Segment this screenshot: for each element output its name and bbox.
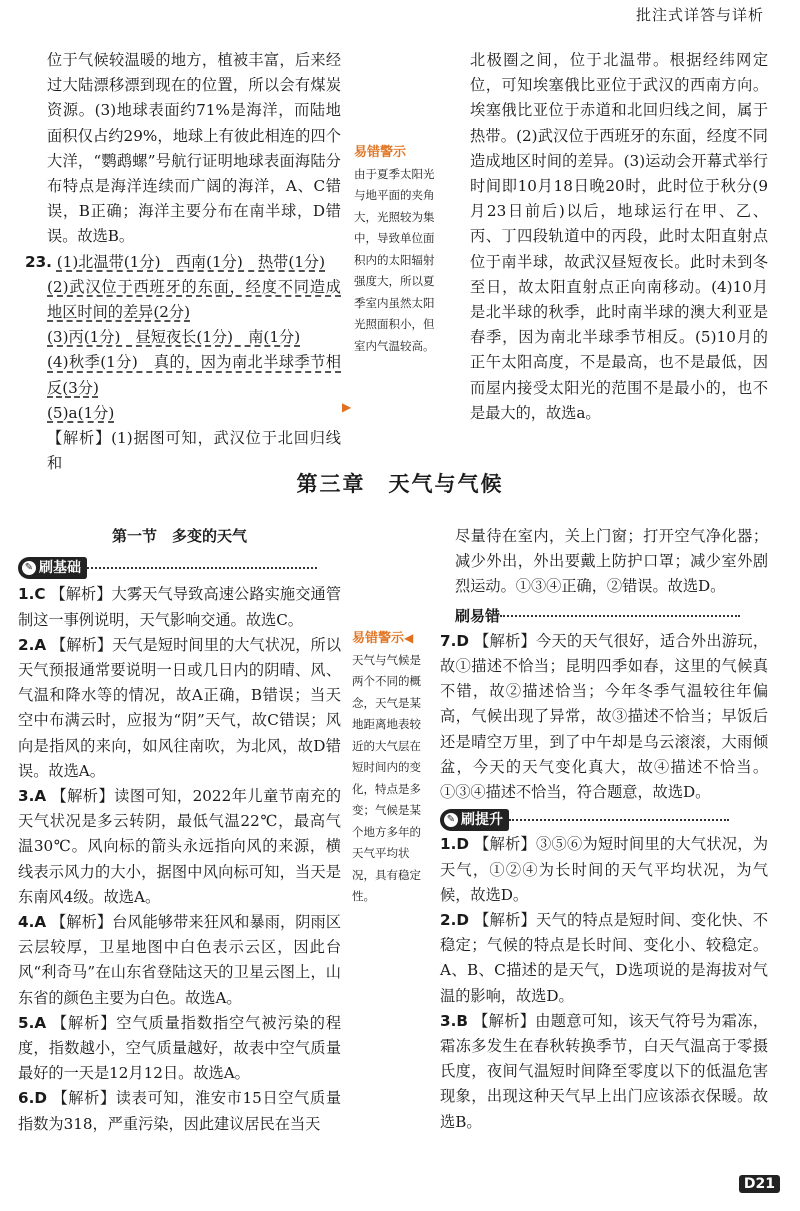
side-note-bottom	[352, 628, 432, 908]
list-item: 3.A 【解析】读图可知，2022年儿童节南充的天气状况是多云转阴，最低气温22℃，最高气温30℃。风向标的箭头永远指向风的来源，横线表示风力的大小，据图中风向标可知，当天是东南风4级。故选A。	[18, 787, 342, 906]
list-item: 2.D 【解析】天气的特点是短时间、变化快、不稳定；气候的特点是长时间、变化小、较稳定。A、B、C描述的是天气，D选项说的是海拔对气温的影响，故选D。	[440, 911, 769, 1005]
badge-easy-wrong: 刷易错	[455, 604, 768, 629]
chapter-title: 第三章 天气与气候	[296, 472, 504, 496]
pencil-icon: ✎	[22, 561, 36, 575]
list-item: 2.A 【解析】天气是短时间里的大气状况，所以天气预报通常要说明一日或几日内的阴晴、风、气温和降水等的情况，故A正确，B错误；当天空中布满云时，应报为“阴”天气，故C错误；风向是指风的来向，如风往南吹，为北风，故D错误。故选A。	[18, 635, 342, 780]
badge-improve: ✎ 刷提升	[440, 809, 509, 831]
side-note-title: 易错警示◀	[352, 631, 414, 646]
answer-line-1: (1)北温带(1分) 西南(1分) 热带(1分)	[56, 252, 326, 271]
question-23	[25, 250, 341, 275]
page-number: D21	[739, 1175, 780, 1193]
arrow-icon: ▶	[342, 400, 352, 414]
list-item: 6.D 【解析】读表可知，淮安市15日空气质量指数为318，严重污染，因此建议居民在当天	[18, 1089, 342, 1133]
paragraph-continued: 位于气候较温暖的地方，植被丰富，后来经过大陆漂移漂到现在的位置，所以会有煤炭资源。(3)地球表面约71%是海洋，而陆地面积仅占约29%，地球上有彼此相连的四个大洋，“鹦鹉螺”号航行证明地球表面海陆分布特点是海洋连续而广阔的海洋，A、C错误，B正确；海洋主要分布在南半球，D错误。故选B。	[47, 51, 341, 246]
list-item: 1.D 【解析】③⑤⑥为短时间里的大气状况，为天气，①②④为长时间的天气平均状况，为气候，故选D。	[440, 835, 769, 904]
side-note-title: 易错警示	[354, 145, 407, 160]
answer-line-4: (4)秋季(1分) 真的，因为南北半球季节相反(3分)	[47, 353, 341, 397]
list-item: 3.B 【解析】由题意可知，该天气符号为霜冻，霜冻多发生在春秋转换季节，白天气温高于零摄氏度，夜间气温短时间降至零度以下的低温危害现象，出现这种天气早上出门应该添衣保暖。故选B。	[440, 1011, 769, 1131]
top-left-column	[25, 48, 341, 476]
side-note-text: 由于夏季太阳光与地平面的夹角大，光照较为集中，导致单位面积内的太阳辐射强度大，所以夏季室内虽然太阳光照面积小，但室内气温较高。	[354, 166, 435, 353]
list-item: 7.D 【解析】今天的天气很好，适合外出游玩，故①描述不恰当；昆明四季如春，这里的气候真不错，故②描述恰当；今年冬季气温较往年偏高，气候出现了异常，故③描述不恰当；早饭后还是晴空万里，到了中午却是乌云滚滚，大雨倾盆，今天的天气变化真大，故④描述不恰当。①③④描述不恰当，符合题意，故选D。	[440, 631, 769, 802]
pencil-icon: ✎	[444, 813, 458, 827]
list-item: 1.C 【解析】大雾天气导致高速公路实施交通管制这一事例说明，天气影响交通。故选C。	[18, 585, 342, 629]
top-right-column	[470, 48, 768, 426]
list-item: 4.A 【解析】台风能够带来狂风和暴雨，阴雨区云层较厚，卫星地图中白色表示云区，因此台风“利奇马”在山东省登陆这天的卫星云图上，山东省的颜色主要为白色。故选A。	[18, 913, 342, 1007]
list-item: 5.A 【解析】空气质量指数指空气被污染的程度，指数越小，空气质量越好，故表中空气质量最好的一天是12月12日。故选A。	[18, 1013, 342, 1083]
analysis-continued: 尽量待在室内，关上门窗；打开空气净化器；减少外出，外出要戴上防护口罩；减少室外剧烈运动。①③④正确，②错误。故选D。	[455, 527, 768, 596]
bottom-right-column	[440, 524, 769, 1135]
analysis-continued: 北极圈之间，位于北温带。根据经纬网定位，可知埃塞俄比亚位于武汉的西南方向。埃塞俄比亚位于赤道和北回归线之间，属于热带。(2)武汉位于西班牙的东面，经度不同造成地区时间的差异。(3)运动会开幕式举行时间即10月18日晚20时，此时位于秋分(9月23日前后)以后，地球运行在甲、乙、丙、丁四段轨道中的丙段，此时太阳直射点位于南半球，故武汉昼短夜长。此时未到冬至日，故太阳直射点正向南移动。(4)10月是北半球的秋季，此时南半球的澳大利亚是春季，因为南北半球季节相反。(5)10月的正午太阳高度，不是最高，也不是最低，因而屋内接受太阳光的范围不是最小的，也不是最大的，故选a。	[470, 51, 768, 422]
analysis-start: 【解析】(1)据图可知，武汉位于北回归线和	[47, 429, 341, 473]
answer-line-3: (3)丙(1分) 昼短夜长(1分) 南(1分)	[47, 328, 301, 347]
page-header: 批注式详答与详析	[635, 6, 764, 24]
side-note-text: 天气与气候是两个不同的概念，天气是某地距离地表较近的大气层在短时间内的变化，特点是多变；气候是某个地方多年的天气平均状况，具有稳定性。	[352, 652, 421, 903]
badge-basic: ✎ 刷基础	[18, 557, 87, 579]
side-note-top	[354, 142, 442, 357]
section-title: 第一节 多变的天气	[111, 527, 247, 545]
arrow-icon: ◀	[404, 631, 414, 645]
bottom-left-column	[18, 524, 341, 1137]
answer-line-5: (5)a(1分)	[47, 403, 115, 422]
answer-line-2: (2)武汉位于西班牙的东面，经度不同造成地区时间的差异(2分)	[47, 277, 341, 322]
question-number: 23.	[25, 252, 52, 271]
